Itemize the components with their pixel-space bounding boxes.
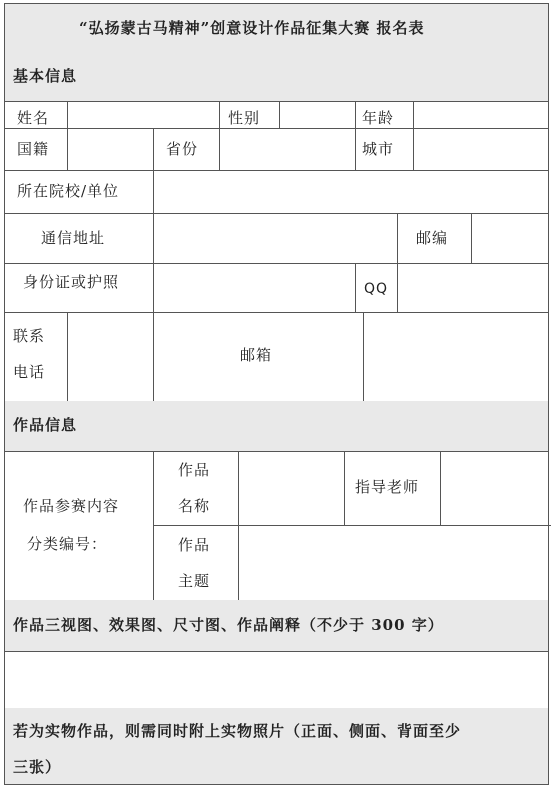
qq-field[interactable] bbox=[397, 263, 550, 312]
section-views-header bbox=[4, 600, 549, 652]
city-label: 城市 bbox=[362, 140, 395, 158]
age-label-cell bbox=[355, 101, 413, 128]
views-field[interactable] bbox=[4, 651, 549, 709]
row-school bbox=[4, 170, 549, 214]
section-basic-header bbox=[4, 53, 549, 102]
name-field[interactable] bbox=[67, 101, 219, 128]
work-theme-field[interactable] bbox=[238, 526, 551, 600]
teacher-label: 指导老师 bbox=[355, 478, 420, 496]
province-label: 省份 bbox=[166, 140, 199, 158]
row-phone-email bbox=[4, 312, 549, 402]
native-field[interactable] bbox=[67, 128, 153, 170]
zip-label: 邮编 bbox=[416, 229, 449, 247]
address-field[interactable] bbox=[153, 213, 397, 263]
qq-label: QQ bbox=[364, 281, 389, 297]
teacher-label-cell bbox=[344, 451, 440, 525]
id-field[interactable] bbox=[153, 263, 355, 312]
qq-label-cell bbox=[355, 263, 397, 312]
row-works-block bbox=[4, 451, 549, 601]
work-name-label-line1: 作品 bbox=[178, 461, 211, 479]
gender-label-cell bbox=[219, 101, 279, 128]
work-theme-row bbox=[154, 526, 551, 600]
section-views-title: 作品三视图、效果图、尺寸图、作品阐释（不少于 300 字） bbox=[13, 616, 444, 634]
gender-field[interactable] bbox=[279, 101, 355, 128]
work-name-label-line2: 名称 bbox=[178, 497, 211, 515]
work-name-field[interactable] bbox=[238, 451, 344, 525]
registration-form bbox=[4, 3, 549, 785]
category-label-line1: 作品参赛内容 bbox=[23, 497, 120, 515]
phone-label-line2: 电话 bbox=[13, 363, 46, 381]
native-label: 国籍 bbox=[17, 140, 50, 158]
school-field[interactable] bbox=[153, 170, 550, 213]
section-photo-note bbox=[4, 708, 549, 785]
province-field[interactable] bbox=[219, 128, 355, 170]
id-label: 身份证或护照 bbox=[23, 273, 120, 291]
email-label-cell bbox=[153, 312, 363, 401]
photo-note-line2: 三张） bbox=[13, 758, 62, 776]
name-label: 姓名 bbox=[17, 109, 50, 127]
section-basic-title: 基本信息 bbox=[13, 67, 78, 85]
email-label: 邮箱 bbox=[240, 346, 273, 364]
row-native-province-city bbox=[4, 128, 549, 171]
address-label: 通信地址 bbox=[41, 229, 106, 247]
email-field[interactable] bbox=[363, 312, 550, 401]
school-label: 所在院校/单位 bbox=[17, 182, 120, 200]
title-row bbox=[4, 3, 549, 54]
zip-field[interactable] bbox=[471, 213, 550, 263]
city-field[interactable] bbox=[413, 128, 550, 170]
row-name-gender-age bbox=[4, 101, 549, 129]
form-title: “弘扬蒙古马精神”创意设计作品征集大赛 报名表 bbox=[79, 19, 425, 37]
province-label-cell bbox=[153, 128, 219, 170]
row-id-qq bbox=[4, 263, 549, 313]
section-works-title: 作品信息 bbox=[13, 416, 78, 434]
works-detail bbox=[153, 451, 550, 600]
section-works-header bbox=[4, 401, 549, 452]
work-theme-label-line2: 主题 bbox=[178, 572, 211, 590]
city-label-cell bbox=[355, 128, 413, 170]
row-address-zip bbox=[4, 213, 549, 264]
gender-label: 性别 bbox=[228, 109, 261, 127]
work-theme-label-line1: 作品 bbox=[178, 536, 211, 554]
category-label-line2: 分类编号： bbox=[27, 535, 108, 553]
work-name-row bbox=[154, 451, 551, 526]
age-field[interactable] bbox=[413, 101, 550, 128]
photo-note-line1: 若为实物作品，则需同时附上实物照片（正面、侧面、背面至少 bbox=[13, 722, 462, 740]
phone-field[interactable] bbox=[67, 312, 153, 401]
teacher-field[interactable] bbox=[440, 451, 551, 525]
age-label: 年龄 bbox=[362, 109, 395, 127]
zip-label-cell bbox=[397, 213, 471, 263]
phone-label-line1: 联系 bbox=[13, 327, 46, 345]
